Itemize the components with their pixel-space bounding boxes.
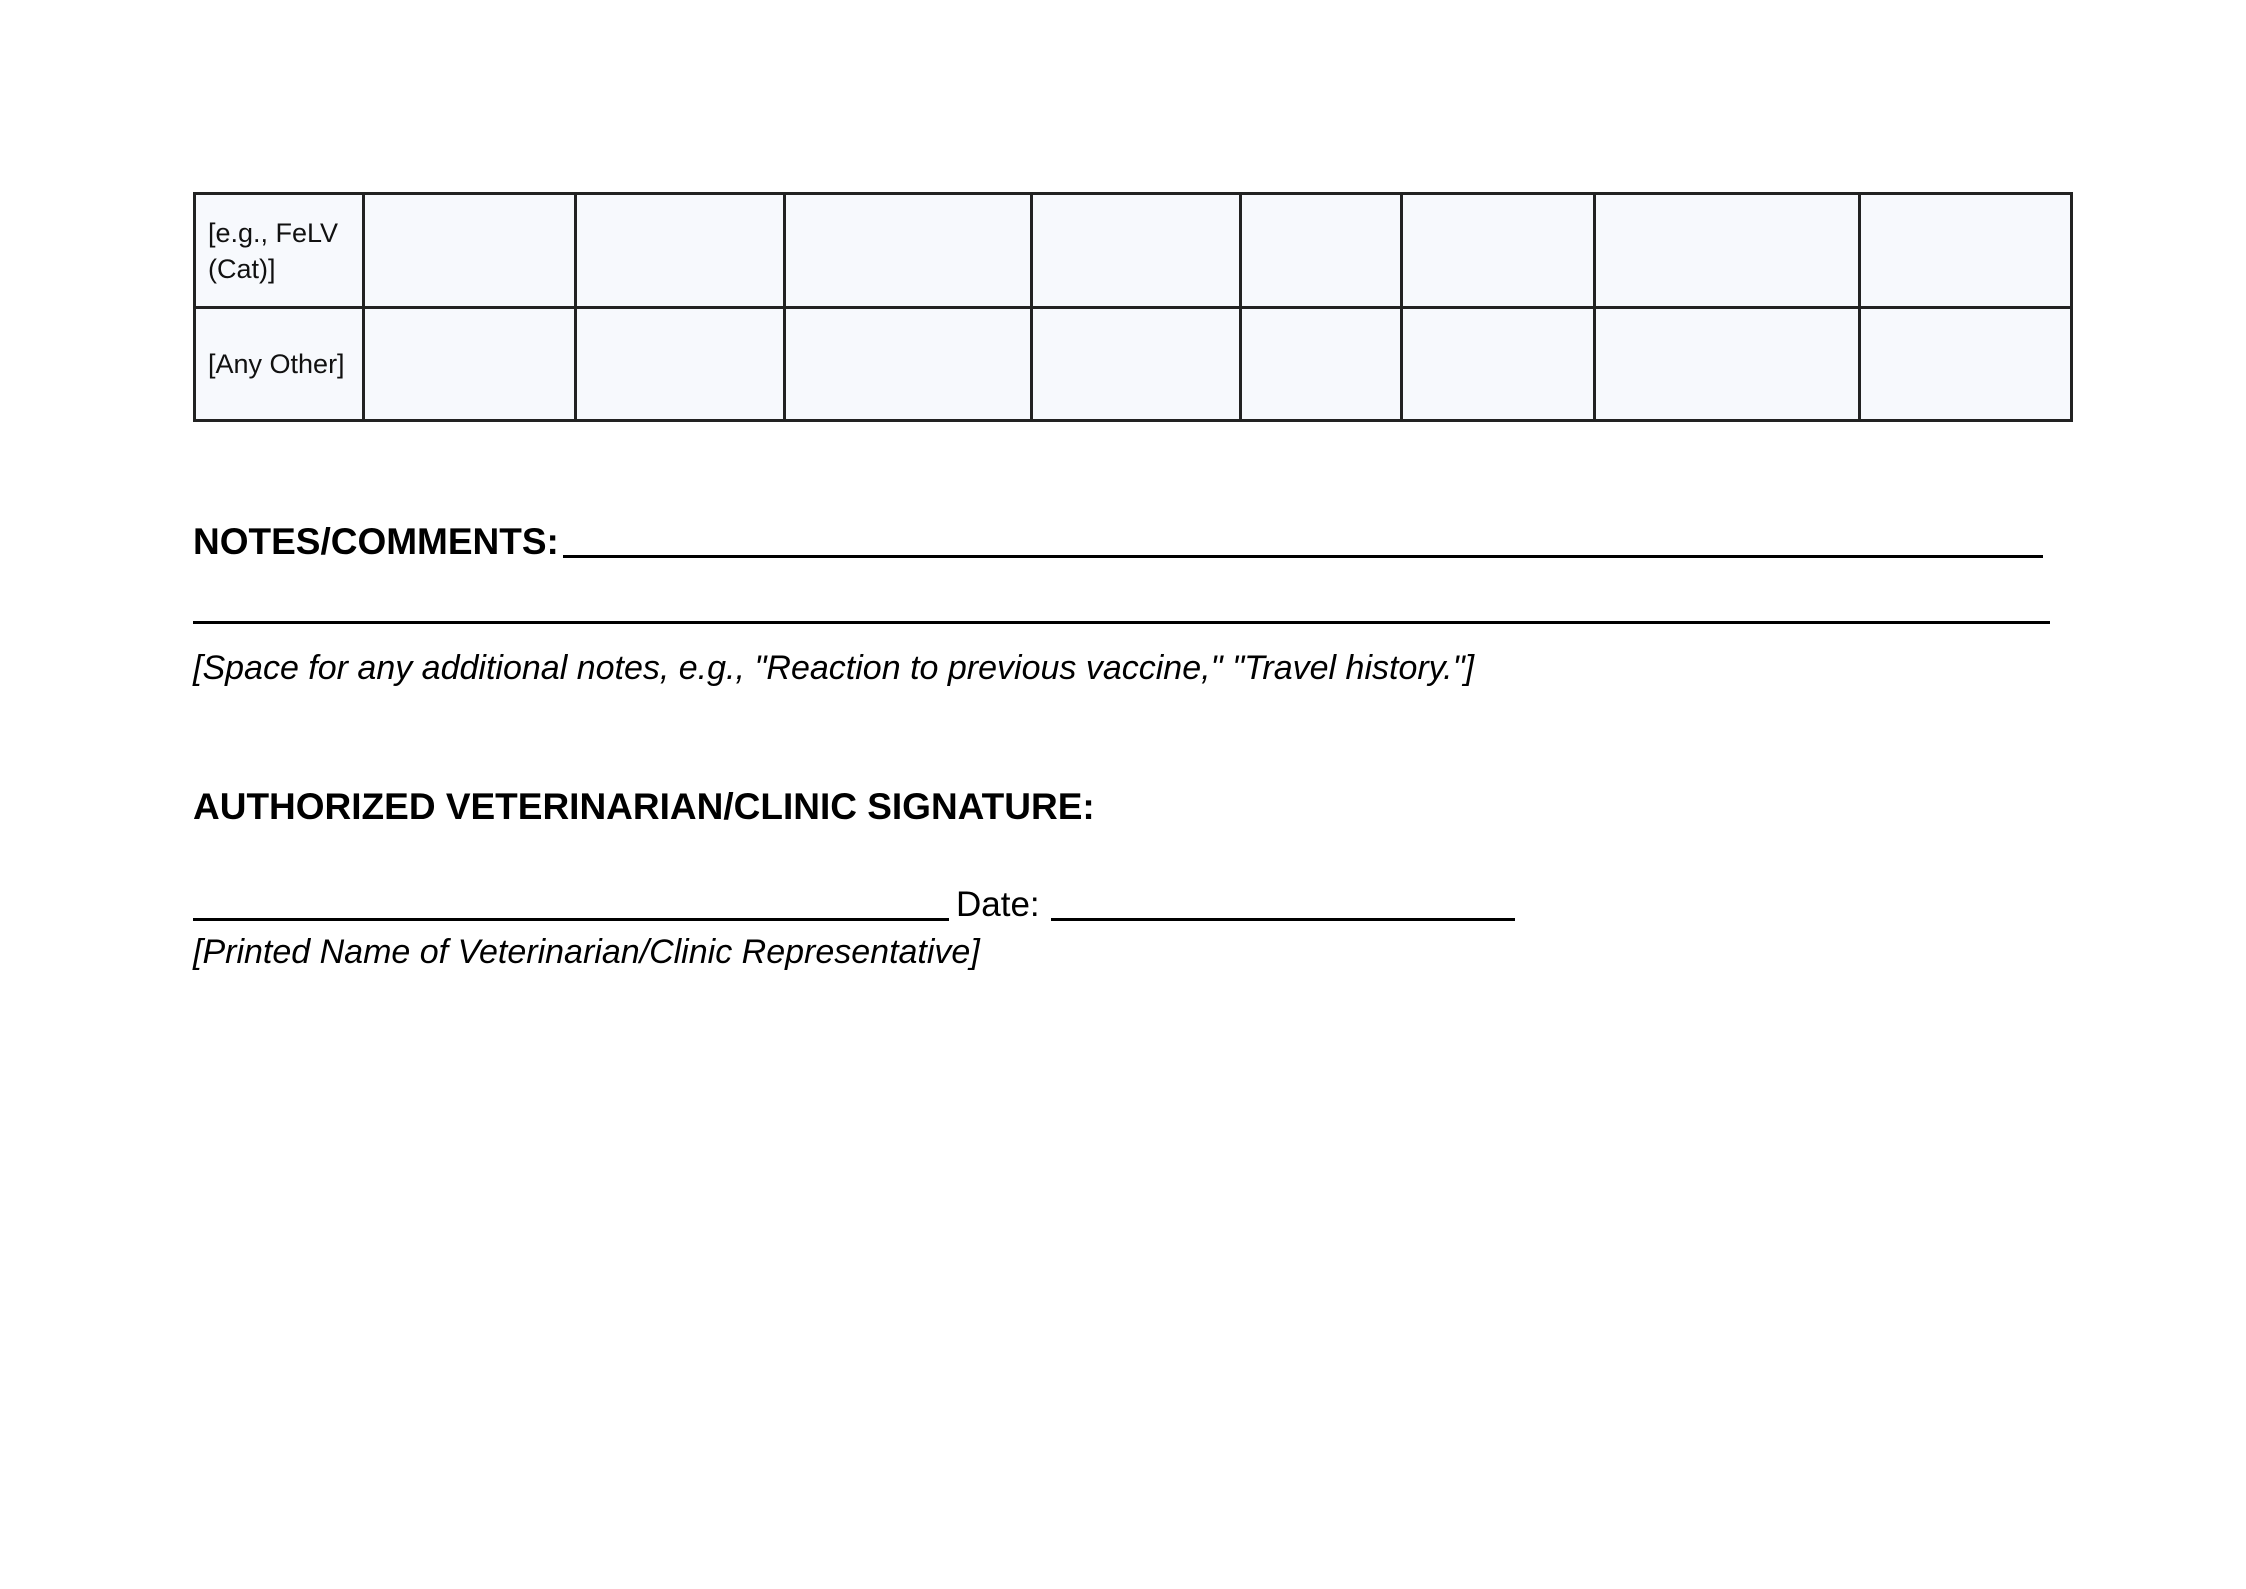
notes-fill-line[interactable] xyxy=(563,555,2043,558)
table-cell[interactable] xyxy=(785,308,1032,421)
notes-fill-line[interactable] xyxy=(193,621,2050,624)
table-cell[interactable] xyxy=(1860,194,2072,308)
table-cell[interactable] xyxy=(1402,308,1595,421)
table-row xyxy=(195,194,2072,308)
table-cell[interactable] xyxy=(1595,194,1860,308)
signature-heading: AUTHORIZED VETERINARIAN/CLINIC SIGNATURE: xyxy=(193,786,1095,827)
date-fill-line[interactable] xyxy=(1051,918,1515,921)
table-cell[interactable] xyxy=(576,194,785,308)
table-cell[interactable] xyxy=(1402,194,1595,308)
table-cell[interactable] xyxy=(1860,308,2072,421)
table-cell[interactable] xyxy=(1595,308,1860,421)
table-cell[interactable] xyxy=(1241,194,1402,308)
table-cell[interactable] xyxy=(1032,194,1241,308)
table-cell[interactable] xyxy=(576,308,785,421)
vaccine-name-cell: [Any Other] xyxy=(195,308,364,421)
printed-name-instruction: [Printed Name of Veterinarian/Clinic Representative] xyxy=(193,933,980,971)
vaccine-name-cell: [e.g., FeLV (Cat)] xyxy=(195,194,364,308)
notes-instruction: [Space for any additional notes, e.g., "Reaction to previous vaccine," "Travel history."] xyxy=(193,649,1475,687)
table-cell[interactable] xyxy=(785,194,1032,308)
table-cell[interactable] xyxy=(1032,308,1241,421)
table-cell[interactable] xyxy=(1241,308,1402,421)
vaccination-table xyxy=(193,192,2073,422)
date-label: Date: xyxy=(956,885,1040,924)
table-cell[interactable] xyxy=(364,194,576,308)
table-row xyxy=(195,308,2072,421)
signature-fill-line[interactable] xyxy=(193,918,949,921)
table-cell[interactable] xyxy=(364,308,576,421)
notes-heading: NOTES/COMMENTS: xyxy=(193,521,559,562)
